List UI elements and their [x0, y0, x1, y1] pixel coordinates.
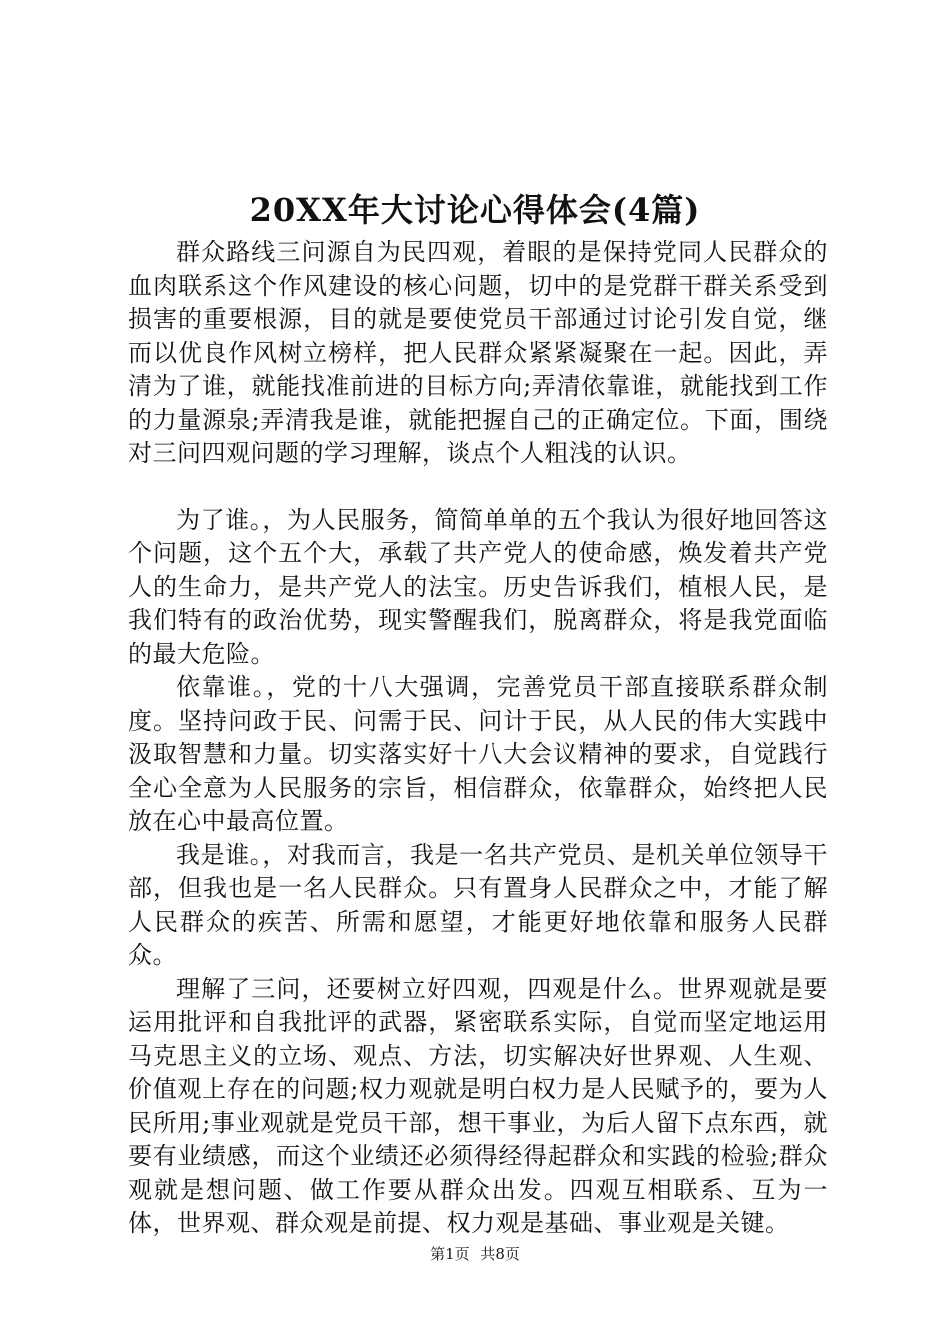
paragraph-who-am-i: 我是谁。，对我而言，我是一名共产党员、是机关单位领导干部，但我也是一名人民群众。只有置身人民群众之中，才能了解人民群众的疾苦、所需和愿望，才能更好地依靠和服务人民群众。: [128, 840, 828, 969]
paragraph-rely-on-whom: 依靠谁。，党的十八大强调，完善党员干部直接联系群众制度。坚持问政于民、问需于民、问计于民，从人民的伟大实践中汲取智慧和力量。切实落实好十八大会议精神的要求，自觉践行全心全意为人民服务的宗旨，相信群众，依靠群众，始终把人民放在心中最高位置。: [128, 673, 828, 835]
page-number: 第1页: [430, 1245, 470, 1263]
paragraph-for-whom: 为了谁。，为人民服务，简简单单的五个我认为很好地回答这个问题，这个五个大，承载了共产党人的使命感，焕发着共产党人的生命力，是共产党人的法宝。历史告诉我们，植根人民，是我们特有的政治优势，现实警醒我们，脱离群众，将是我党面临的最大危险。: [128, 505, 828, 668]
document-title: 20XX年大讨论心得体会(4篇): [249, 191, 701, 229]
page-footer: [0, 1243, 950, 1265]
paragraph-intro: 群众路线三问源自为民四观，着眼的是保持党同人民群众的血肉联系这个作风建设的核心问题，切中的是党群干群关系受到损害的重要根源，目的就是要使党员干部通过讨论引发自觉，继而以优良作风树立榜样，把人民群众紧紧凝聚在一起。因此，弄清为了谁，就能找准前进的目标方向;弄清依靠谁，就能找到工作的力量源泉;弄清我是谁，就能把握自己的正确定位。下面，围绕对三问四观问题的学习理解，谈点个人粗浅的认识。: [128, 238, 828, 467]
document-body: [128, 236, 828, 1241]
paragraph-four-views: 理解了三问，还要树立好四观，四观是什么。世界观就是要运用批评和自我批评的武器，紧密联系实际，自觉而坚定地运用马克思主义的立场、观点、方法，切实解决好世界观、人生观、价值观上存在的问题;权力观就是明白权力是人民赋予的，要为人民所用;事业观就是党员干部，想干事业，为后人留下点东西，就要有业绩感，而这个业绩还必须得经得起群众和实践的检验;群众观就是想问题、做工作要从群众出发。四观互相联系、互为一体，世界观、群众观是前提、权力观是基础、事业观是关键。: [128, 974, 828, 1237]
page-total: 共8页: [480, 1245, 520, 1263]
